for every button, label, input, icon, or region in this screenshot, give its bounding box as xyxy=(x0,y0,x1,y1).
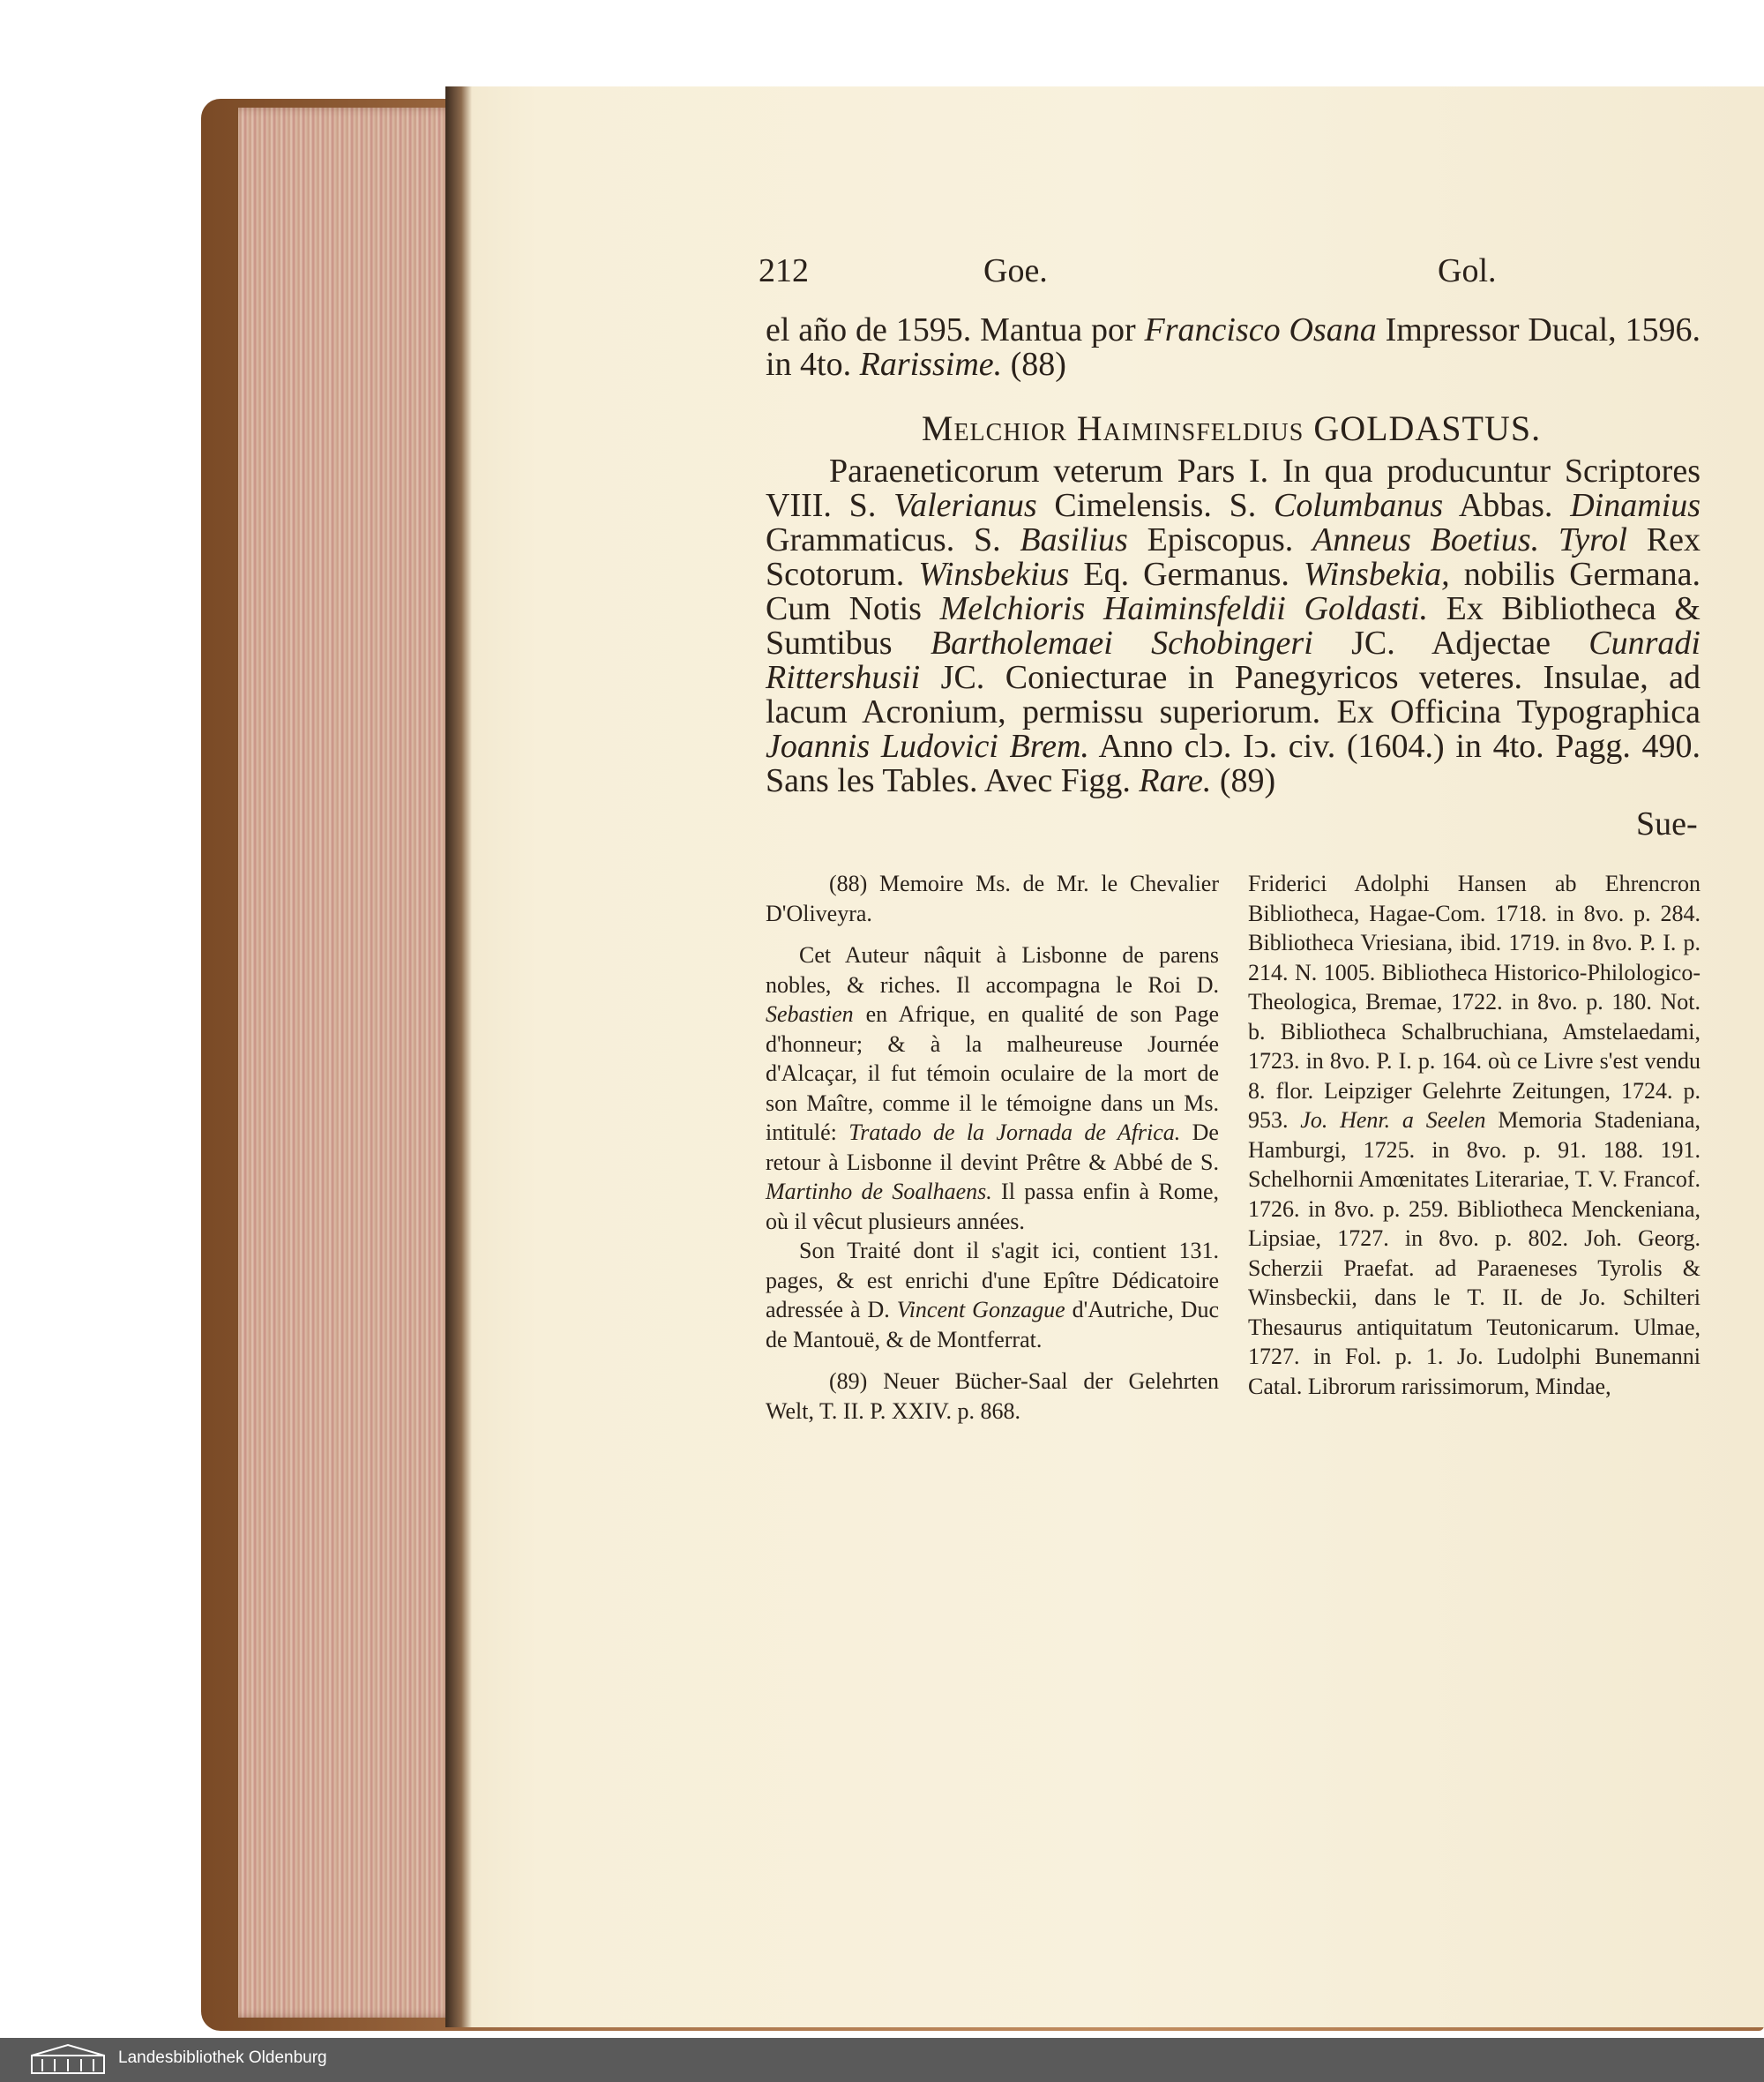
text-run: Ex Bibliotheca & Sumtibus xyxy=(766,590,1700,662)
text-run: Son Traité dont il s'agit ici, contient 131. pages, & est enrichi d'une Epître Dédicatoire adressée à D. xyxy=(766,1238,1219,1322)
text-run: De retour à Lisbonne il devint Prêtre & Abbé de S. xyxy=(766,1120,1219,1175)
text-run: Il passa enfin à Rome, où il vêcut plusieurs années. xyxy=(766,1179,1219,1234)
footnote-88: (88) Memoire Ms. de Mr. le Chevalier D'Oliveyra. xyxy=(766,871,1219,926)
text-run xyxy=(1539,521,1558,558)
text-run: Bartholemaei Schobingeri xyxy=(930,625,1313,662)
text-run: Francisco Osana xyxy=(1144,311,1377,348)
text-run: d'Autriche, Duc de Mantouë, & de Montferrat. xyxy=(766,1297,1219,1352)
author-forenames: Melchior Haiminsfeldius xyxy=(921,408,1304,448)
footnote-paragraph xyxy=(1248,869,1700,1401)
text-run: Rarissime. xyxy=(859,346,1003,383)
text-run: Melchioris Haiminsfeldii Goldasti. xyxy=(939,590,1428,627)
text-run: Grammaticus. S. xyxy=(766,521,1020,558)
text-run: Basilius xyxy=(1020,521,1128,558)
library-name[interactable]: Landesbibliothek Oldenburg xyxy=(118,2048,327,2067)
entry-continued xyxy=(766,313,1700,382)
text-run: Martinho de Soalhaens. xyxy=(766,1179,992,1204)
text-run: Tyrol xyxy=(1558,521,1628,558)
text-run: Rare. xyxy=(1139,762,1212,799)
author-surname: GOLDASTUS. xyxy=(1304,408,1542,448)
author-heading xyxy=(764,408,1699,449)
text-run: Rex Scotorum. xyxy=(766,521,1700,593)
text-run: Paraeneticorum veterum Pars I. In qua producuntur Scriptores VIII. S. xyxy=(766,453,1700,524)
footnote-paragraph xyxy=(766,1236,1219,1354)
text-run: Columbanus xyxy=(1274,487,1444,524)
text-run: Anneus Boetius. xyxy=(1312,521,1540,558)
text-run: Jo. Henr. a Seelen xyxy=(1300,1107,1486,1133)
page-edges xyxy=(238,108,459,2018)
running-head-right: Gol. xyxy=(1438,252,1497,289)
text-run: Episcopus. xyxy=(1127,521,1313,558)
text-run: (89) xyxy=(1211,762,1276,799)
footnote-paragraph xyxy=(766,940,1219,1236)
text-run: Impressor Ducal, 1596. in 4to. xyxy=(766,311,1700,383)
text-run: en Afrique, en qualité de son Page d'honneur; & à la malheureuse Journée d'Alcaçar, il fut témoin oculaire de la mort de son Maître, comme il le témoigne dans un Ms. intitulé: xyxy=(766,1001,1219,1145)
text-run: Tratado de la Jornada de Africa. xyxy=(848,1120,1181,1145)
text-run: Eq. Germanus. xyxy=(1069,556,1304,593)
footnotes-right-column xyxy=(1248,869,1700,1401)
text-run: Joannis Ludovici Brem. xyxy=(766,728,1089,765)
page-number: 212 xyxy=(759,252,809,289)
text-run: Friderici Adolphi Hansen ab Ehrencron Bibliotheca, Hagae-Com. 1718. in 8vo. p. 284. Bibliotheca Vriesiana, ibid. 1719. in 8vo. P. I. p. 214. N. 1005. Bibliotheca Historico-Philologico-Theologica, Bremae, 1722. in 8vo. p. 180. Not. b. Bibliotheca Schalbruchiana, Amstelaedami, 1723. in 8vo. P. I. p. 164. où ce Livre s'est vendu 8. flor. Leipziger Gelehrte Zeitungen, 1724. p. 953. xyxy=(1248,871,1700,1133)
text-run: (88) xyxy=(1002,346,1066,383)
text-run: Winsbekius xyxy=(918,556,1070,593)
page-gutter xyxy=(445,86,472,2027)
text-run: Cet Auteur nâquit à Lisbonne de parens nobles, & riches. Il accompagna le Roi D. xyxy=(766,942,1219,998)
catchword: Sue- xyxy=(1636,805,1698,843)
text-run: JC. Coniecturae in Panegyricos veteres. Insulae, ad lacum Acronium, permissu superiorum. Ex Officina Typographica xyxy=(766,659,1700,730)
text-run: JC. Adjectae xyxy=(1312,625,1589,662)
entry-main xyxy=(766,454,1700,798)
text-run: Cimelensis. S. xyxy=(1036,487,1274,524)
text-run: Winsbekia, xyxy=(1303,556,1450,593)
text-run: Memoria Stadeniana, Hamburgi, 1725. in 8vo. p. 91. 188. 191. Schelhornii Amœnitates Literariae, T. V. Francof. 1726. in 8vo. p. 259. Bibliotheca Menckeniana, Lipsiae, 1727. in 8vo. p. 802. Joh. Georg. Scherzii Praefat. ad Paraeneses Tyrolis & Winsbeckii, dans le T. II. de Jo. Schilteri Thesaurus antiquitatum Teutonicarum. Ulmae, 1727. in Fol. p. 1. Jo. Ludolphi Bunemanni Catal. Librorum rarissimorum, Mindae, xyxy=(1248,1107,1700,1399)
footnotes-left-column xyxy=(766,869,1219,1426)
text-run: el año de 1595. Mantua por xyxy=(766,311,1145,348)
text-run: Abbas. xyxy=(1443,487,1571,524)
text-run: Cunradi Rittershusii xyxy=(766,625,1700,696)
library-logo-icon xyxy=(30,2043,106,2075)
footnote-89: (89) Neuer Bücher-Saal der Gelehrten Welt, T. II. P. XXIV. p. 868. xyxy=(766,1368,1219,1424)
running-head-left: Goe. xyxy=(983,252,1048,289)
text-run: Anno clↄ. Iↄ. civ. (1604.) in 4to. Pagg. 490. Sans les Tables. Avec Figg. xyxy=(766,728,1700,799)
text-run: Valerianus xyxy=(893,487,1037,524)
text-run: Sebastien xyxy=(766,1001,854,1027)
text-run: nobilis Germana. Cum Notis xyxy=(766,556,1700,627)
text-run: Dinamius xyxy=(1570,487,1700,524)
text-run: Vincent Gonzague xyxy=(896,1297,1065,1322)
